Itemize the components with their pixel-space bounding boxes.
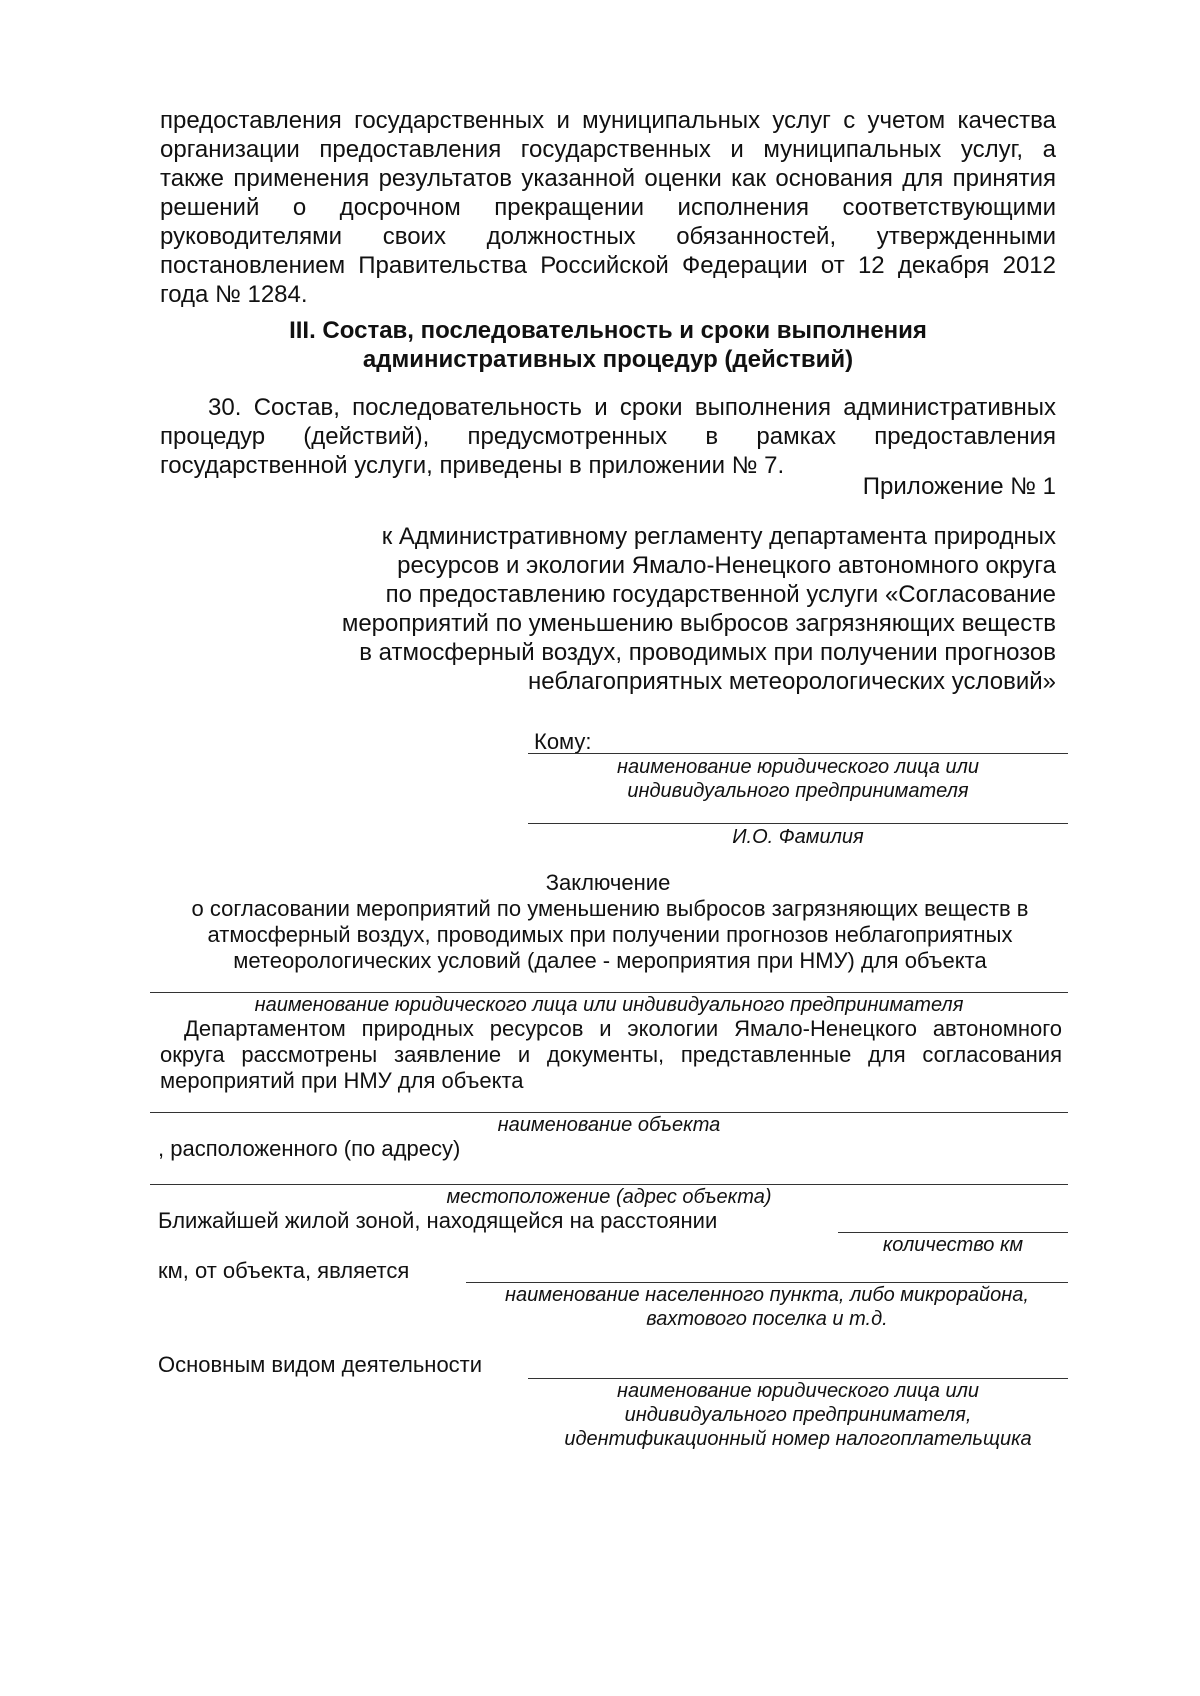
conclusion-title: Заключение [545,870,671,895]
department-paragraph [160,1016,1062,1094]
hint-line: наименование населенного пункта, либо микрорайона, [505,1284,1029,1306]
hint-line: идентификационный номер налогоплательщика [564,1428,1032,1450]
section-heading-line: III. Состав, последовательность и сроки выполнения [289,317,927,344]
department-line: округа рассмотрены заявление и документы, представленные для согласования [160,1042,1062,1067]
hint-line: наименование юридического лица или [616,756,979,778]
activity-label: Основным видом деятельности [158,1352,483,1377]
entity-hint: наименование юридического лица или индивидуального предпринимателя [254,994,964,1016]
paragraph-30 [160,393,1056,480]
nearest-label: Ближайшей жилой зоной, находящейся на расстоянии [158,1208,718,1233]
appendix-text [300,522,1056,696]
activity-hint [528,1379,1068,1451]
appendix-line: неблагоприятных метеорологических условий» [528,668,1056,695]
conclusion-subtitle [150,896,1070,974]
intro-line: руководителями своих должностных обязанностей, утвержденными [160,223,1056,250]
intro-line: решений о досрочном прекращении исполнения соответствующими [160,194,1056,221]
settlement-hint [466,1283,1068,1331]
section-heading [160,316,1056,374]
to-line [528,753,1068,754]
appendix-label: Приложение № 1 [862,473,1056,500]
appendix-line: мероприятий по уменьшению выбросов загрязняющих веществ [341,610,1056,637]
located-label: , расположенного (по адресу) [158,1136,461,1161]
conclusion-line: атмосферный воздух, проводимых при получении прогнозов неблагоприятных [207,922,1013,947]
intro-line: постановлением Правительства Российской Федерации от 12 декабря 2012 [160,252,1056,279]
intro-line: предоставления государственных и муниципальных услуг с учетом качества [160,107,1056,134]
conclusion-line: метеорологических условий (далее - мероприятия при НМУ) для объекта [233,948,987,973]
intro-line: организации предоставления государственных и муниципальных услуг, а [160,136,1056,163]
object-hint: наименование объекта [497,1114,721,1136]
fio-hint: И.О. Фамилия [732,826,864,848]
hint-line: индивидуального предпринимателя [627,780,969,802]
paragraph-line: государственной услуги, приведены в приложении № 7. [160,452,785,479]
km-label: км, от объекта, является [158,1258,410,1283]
conclusion-line: о согласовании мероприятий по уменьшению выбросов загрязняющих веществ в [191,896,1029,921]
appendix-line: ресурсов и экологии Ямало-Ненецкого автономного округа [397,552,1056,579]
appendix-line: к Административному регламенту департамента природных [381,523,1056,550]
section-heading-line: административных процедур (действий) [362,346,854,373]
to-label: Кому: [534,729,592,754]
department-line: мероприятий при НМУ для объекта [160,1068,524,1093]
hint-line: вахтового поселка и т.д. [646,1308,888,1330]
intro-line: года № 1284. [160,281,308,308]
intro-line: также применения результатов указанной оценки как основания для принятия [160,165,1056,192]
hint-line: индивидуального предпринимателя, [624,1404,972,1426]
department-line: Департаментом природных ресурсов и экологии Ямало-Ненецкого автономного [184,1016,1062,1041]
appendix-line: в атмосферный воздух, проводимых при получении прогнозов [359,639,1056,666]
fio-line [528,823,1068,824]
address-hint: местоположение (адрес объекта) [446,1186,772,1208]
paragraph-line: процедур (действий), предусмотренных в рамках предоставления [160,423,1056,450]
km-hint: количество км [882,1234,1024,1256]
to-hint [528,755,1068,803]
paragraph-line: 30. Состав, последовательность и сроки выполнения административных [208,394,1056,421]
hint-line: наименование юридического лица или [616,1380,979,1402]
intro-paragraph [160,106,1056,309]
appendix-line: по предоставлению государственной услуги «Согласование [385,581,1056,608]
